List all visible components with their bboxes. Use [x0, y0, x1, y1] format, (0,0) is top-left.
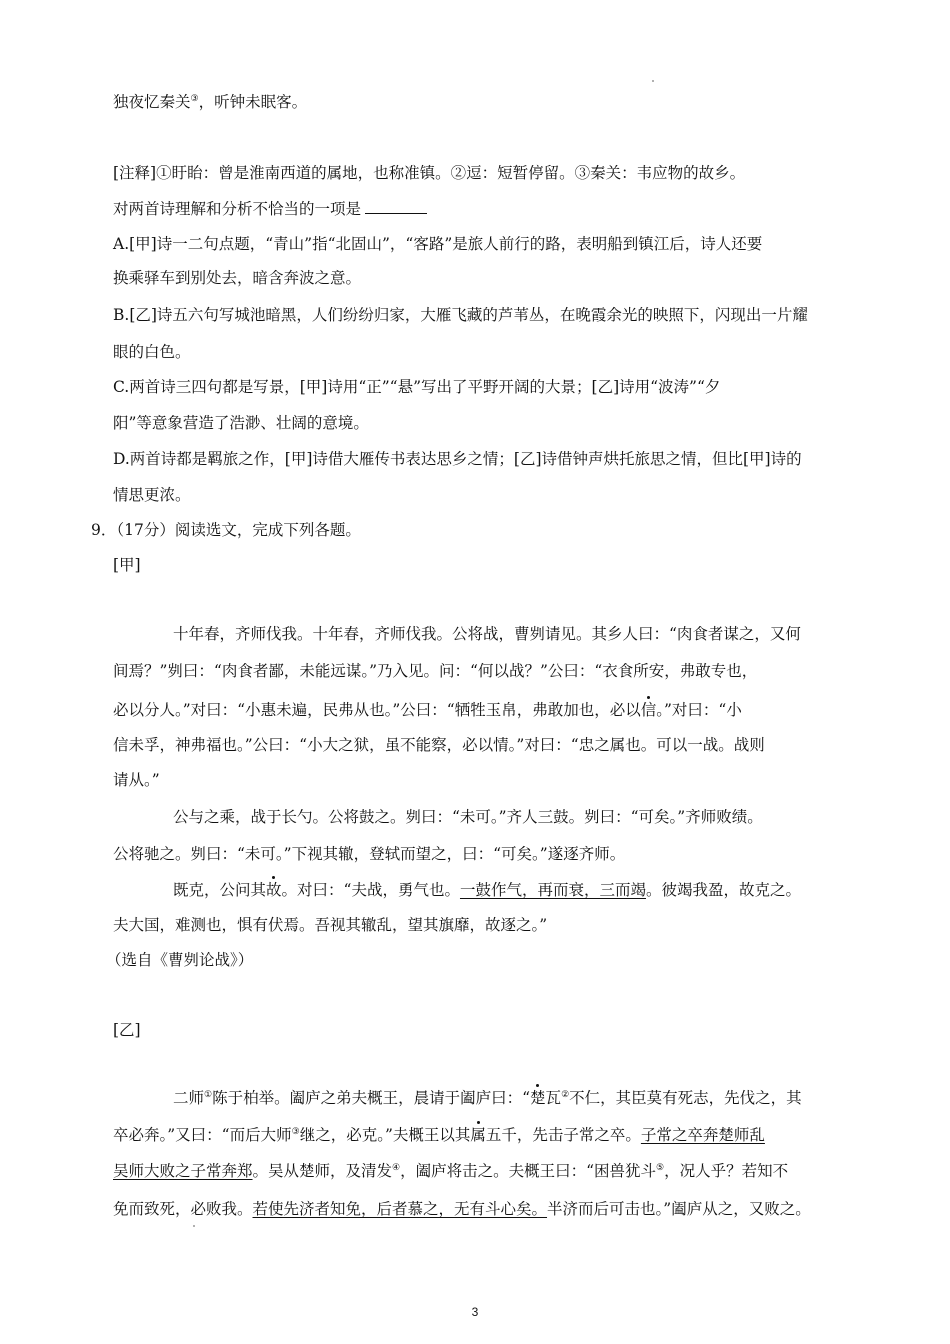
answer-blank	[365, 199, 427, 214]
option-a-line-1: A.[甲]诗一二句点题，“青山”指“北固山”，“客路”是旅人前行的路，表明船到镇江后，诗人还要	[113, 235, 763, 253]
jia-para1-line1: 十年春，齐师伐我。十年春，齐师伐我。公将战，曹刿请见。其乡人曰：“肉食者谋之，又何	[173, 625, 801, 643]
underlined-sentence-yi: 若使先济者知免，后者慕之，无有斗心矣。	[252, 1200, 548, 1218]
jia-source: （选自《曹刿论战》）	[106, 951, 254, 969]
jia-para2-line1: 公与之乘，战于长勺。公将鼓之。刿曰：“未可。”齐人三鼓。刿曰：“可矣。”齐师败绩。	[173, 808, 763, 826]
option-b-line-2: 眼的白色。	[113, 343, 191, 361]
jia-para1-line4: 信未孚，神弗福也。”公曰：“小大之狱，虽不能察，必以情。”对曰：“忠之属也。可以一战。战则	[113, 736, 765, 754]
underlined-sentence-jia: 一鼓作气，再而衰，三而竭	[459, 881, 646, 899]
option-c-line-2: 阳”等意象营造了浩渺、壮阔的意境。	[113, 414, 369, 432]
dotted-char-xin: 信	[640, 701, 657, 719]
jia-para1-line3: 必以分人。”对曰：“小惠未遍，民弗从也。”公曰：“牺牲玉帛，弗敢加也，必以信。”对曰：“小	[113, 701, 742, 719]
underlined-unpunctuated-1: 子常之卒奔楚师乱	[640, 1126, 765, 1144]
jia-para3-line2: 夫大国，难测也，惧有伏焉。吾视其辙乱，望其旗靡，故逐之。”	[113, 916, 548, 934]
page-number: 3	[471, 1305, 479, 1319]
option-d-line-1: D.两首诗都是羁旅之作，[甲]诗借大雁传书表达思乡之情；[乙]诗借钟声烘托旅思之情，但比[甲]诗的	[113, 450, 802, 468]
yi-line2: 卒必奔。”又曰：“而后大师③继之，必克。”夫概王以其属五千，先击子常之卒。子常之卒奔楚师乱	[113, 1126, 765, 1144]
jia-para2-line2: 公将驰之。刿曰：“未可。”下视其辙，登轼而望之，曰：“可矣。”遂逐齐师。	[113, 845, 626, 863]
section-yi-label: [乙]	[113, 1021, 141, 1039]
yi-line3: 吴师大败之子常奔郑。吴从楚师，及清发④，阖庐将击之。夫概王曰：“困兽犹斗⑤，况人乎？若知不	[113, 1162, 789, 1180]
jia-para1-line5: 请从。”	[113, 771, 160, 789]
poem-last-line: 独夜忆秦关③，听钟未眠客。	[113, 93, 308, 111]
option-d-line-2: 情思更浓。	[113, 486, 191, 504]
option-a-line-2: 换乘驿车到别处去，暗含奔波之意。	[113, 269, 362, 287]
question-stem: 对两首诗理解和分析不恰当的一项是	[113, 199, 427, 219]
annotation-notes: [注释]①盱眙：曾是淮南西道的属地，也称准镇。②逗：短暂停留。③秦关：韦应物的故乡。	[113, 164, 746, 182]
option-b-line-1: B.[乙]诗五六句写城池暗黑，人们纷纷归家，大雁飞藏的芦苇丛，在晚霞余光的映照下，闪现出一片耀	[113, 306, 808, 324]
scan-speck	[652, 80, 654, 82]
dotted-char-chu: 楚	[530, 1089, 546, 1107]
question-9: 9．（17分）阅读选文，完成下列各题。	[91, 521, 361, 539]
yi-line1: 二师①陈于柏举。阖庐之弟夫概王，晨请于阖庐曰：“楚瓦②不仁，其臣莫有死志，先伐之，其	[173, 1089, 802, 1107]
option-c-line-1: C.两首诗三四句都是写景，[甲]诗用“正”“悬”写出了平野开阔的大景；[乙]诗用“波涛”“夕	[113, 378, 721, 396]
dotted-char-shu: 属	[470, 1126, 486, 1144]
section-jia-label: [甲]	[113, 556, 141, 574]
yi-line4: 免而致死，必败我。若使先济者知免，后者慕之，无有斗心矣。半济而后可击也。”阖庐从之，又败之。	[113, 1200, 811, 1218]
underlined-unpunctuated-2: 吴师大败之子常奔郑	[113, 1162, 253, 1180]
jia-para3-line1: 既克，公问其故。对曰：“夫战，勇气也。一鼓作气，再而衰，三而竭。彼竭我盈，故克之。	[173, 881, 801, 899]
dotted-char-gu: 故	[266, 881, 282, 899]
scan-speck	[193, 1225, 195, 1227]
jia-para1-line2: 间焉？”刿曰：“肉食者鄙，未能远谋。”乃入见。问：“何以战？”公曰：“衣食所安，弗敢专也，	[113, 662, 758, 680]
